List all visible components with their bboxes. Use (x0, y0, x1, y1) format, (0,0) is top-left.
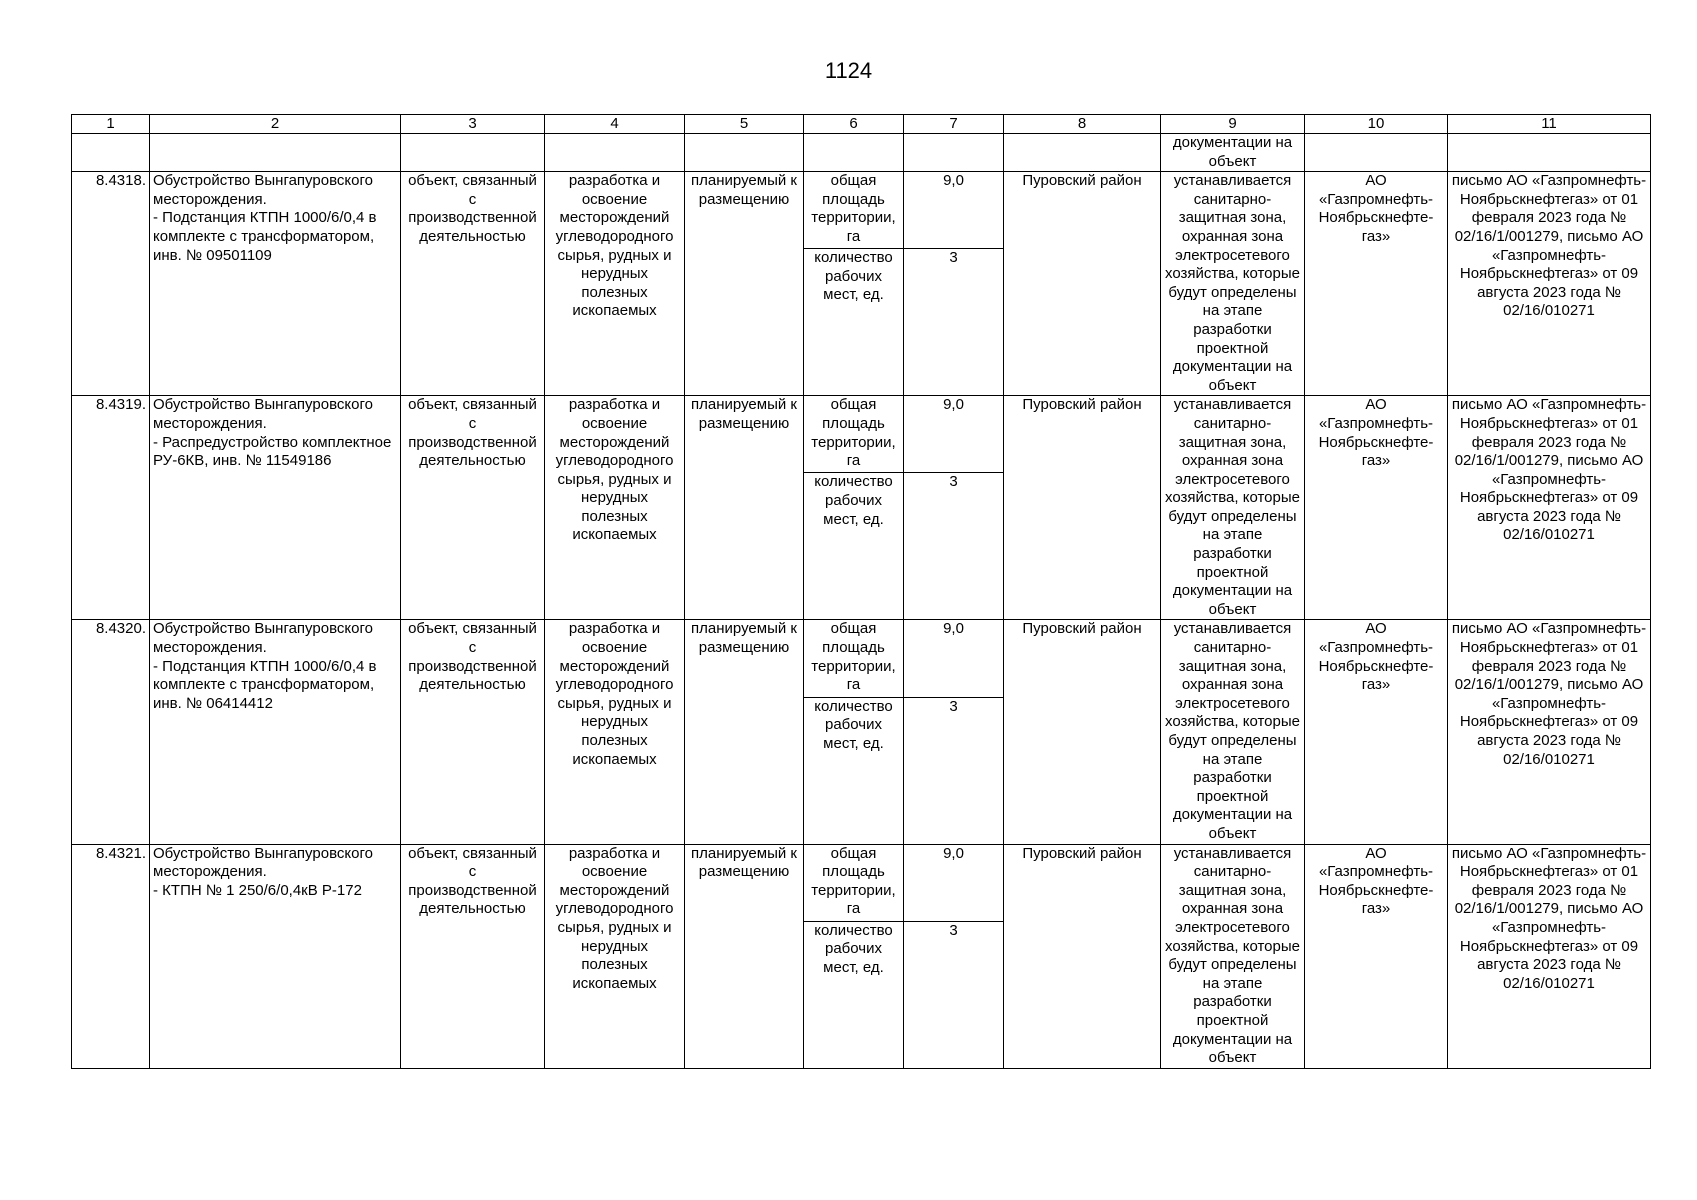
column-header: 7 (904, 115, 1004, 134)
column-header: 10 (1305, 115, 1448, 134)
cell-param-jobs-value: 3 (904, 921, 1004, 1068)
cell-zone: устанавливается санитарно-защитная зона, охранная зона электросетевого хозяйства, которые будут определены на этапе разработки проектной документации на объект (1161, 620, 1305, 844)
cell-empty (545, 134, 685, 172)
cell-param-jobs-label: количество рабочих мест, ед. (804, 249, 904, 396)
table-row (72, 172, 1651, 249)
cell-empty (72, 134, 150, 172)
cell-number: 8.4320. (72, 620, 150, 844)
cell-location: Пуровский район (1004, 396, 1161, 620)
cell-purpose: разработка и освоение месторождений углеводородного сырья, рудных и нерудных полезных ископаемых (545, 620, 685, 844)
cell-status: планируемый к размещению (685, 620, 804, 844)
cell-param-area-value: 9,0 (904, 396, 1004, 473)
table-row (72, 396, 1651, 473)
table-row (72, 844, 1651, 921)
cell-object-type: объект, связанный с производственной деятельностью (401, 844, 545, 1068)
cell-location: Пуровский район (1004, 844, 1161, 1068)
cell-empty (401, 134, 545, 172)
column-header: 6 (804, 115, 904, 134)
cell-zone: устанавливается санитарно-защитная зона, охранная зона электросетевого хозяйства, которые будут определены на этапе разработки проектной документации на объект (1161, 396, 1305, 620)
cell-owner: АО «Газпромнефть-Ноябрьскнефте-газ» (1305, 844, 1448, 1068)
header-row (72, 115, 1651, 134)
cell-basis: письмо АО «Газпромнефть-Ноябрьскнефтегаз» от 01 февраля 2023 года № 02/16/1/001279, письмо АО «Газпромнефть-Ноябрьскнефтегаз» от 09 августа 2023 года № 02/16/010271 (1448, 396, 1651, 620)
cell-status: планируемый к размещению (685, 844, 804, 1068)
cell-object-name: Обустройство Вынгапуровского месторождения. - Подстанция КТПН 1000/6/0,4 в комплекте с трансформатором, инв. № 06414412 (150, 620, 401, 844)
column-header: 5 (685, 115, 804, 134)
cell-empty (150, 134, 401, 172)
cell-basis: письмо АО «Газпромнефть-Ноябрьскнефтегаз» от 01 февраля 2023 года № 02/16/1/001279, письмо АО «Газпромнефть-Ноябрьскнефтегаз» от 09 августа 2023 года № 02/16/010271 (1448, 172, 1651, 396)
cell-param-jobs-label: количество рабочих мест, ед. (804, 473, 904, 620)
cell-owner: АО «Газпромнефть-Ноябрьскнефте-газ» (1305, 396, 1448, 620)
column-header: 11 (1448, 115, 1651, 134)
cell-empty (1004, 134, 1161, 172)
cell-zone: устанавливается санитарно-защитная зона, охранная зона электросетевого хозяйства, которые будут определены на этапе разработки проектной документации на объект (1161, 844, 1305, 1068)
column-header: 8 (1004, 115, 1161, 134)
continuation-row (72, 134, 1651, 172)
column-header: 3 (401, 115, 545, 134)
column-header: 9 (1161, 115, 1305, 134)
cell-object-name: Обустройство Вынгапуровского месторождения. - Распредустройство комплектное РУ-6КВ, инв. № 11549186 (150, 396, 401, 620)
cell-zone: устанавливается санитарно-защитная зона, охранная зона электросетевого хозяйства, которые будут определены на этапе разработки проектной документации на объект (1161, 172, 1305, 396)
cell-param-area-label: общая площадь территории, га (804, 396, 904, 473)
cell-number: 8.4318. (72, 172, 150, 396)
cell-owner: АО «Газпромнефть-Ноябрьскнефте-газ» (1305, 172, 1448, 396)
cell-param-area-value: 9,0 (904, 844, 1004, 921)
cell-status: планируемый к размещению (685, 396, 804, 620)
cell-param-jobs-value: 3 (904, 473, 1004, 620)
cell-object-type: объект, связанный с производственной деятельностью (401, 172, 545, 396)
registry-table (71, 114, 1651, 1069)
cell-location: Пуровский район (1004, 172, 1161, 396)
cell-zone-continuation: документации на объект (1161, 134, 1305, 172)
cell-purpose: разработка и освоение месторождений углеводородного сырья, рудных и нерудных полезных ископаемых (545, 396, 685, 620)
cell-empty (804, 134, 904, 172)
cell-empty (685, 134, 804, 172)
column-header: 2 (150, 115, 401, 134)
cell-status: планируемый к размещению (685, 172, 804, 396)
cell-number: 8.4321. (72, 844, 150, 1068)
cell-param-area-value: 9,0 (904, 172, 1004, 249)
cell-basis: письмо АО «Газпромнефть-Ноябрьскнефтегаз» от 01 февраля 2023 года № 02/16/1/001279, письмо АО «Газпромнефть-Ноябрьскнефтегаз» от 09 августа 2023 года № 02/16/010271 (1448, 620, 1651, 844)
cell-purpose: разработка и освоение месторождений углеводородного сырья, рудных и нерудных полезных ископаемых (545, 172, 685, 396)
page-number: 1124 (824, 58, 873, 83)
cell-empty (1448, 134, 1651, 172)
cell-number: 8.4319. (72, 396, 150, 620)
cell-owner: АО «Газпромнефть-Ноябрьскнефте-газ» (1305, 620, 1448, 844)
cell-param-area-value: 9,0 (904, 620, 1004, 697)
cell-object-name: Обустройство Вынгапуровского месторождения. - КТПН № 1 250/6/0,4кВ Р-172 (150, 844, 401, 1068)
cell-object-type: объект, связанный с производственной деятельностью (401, 620, 545, 844)
cell-basis: письмо АО «Газпромнефть-Ноябрьскнефтегаз» от 01 февраля 2023 года № 02/16/1/001279, письмо АО «Газпромнефть-Ноябрьскнефтегаз» от 09 августа 2023 года № 02/16/010271 (1448, 844, 1651, 1068)
cell-param-jobs-label: количество рабочих мест, ед. (804, 921, 904, 1068)
cell-param-jobs-label: количество рабочих мест, ед. (804, 697, 904, 844)
cell-purpose: разработка и освоение месторождений углеводородного сырья, рудных и нерудных полезных ископаемых (545, 844, 685, 1068)
cell-location: Пуровский район (1004, 620, 1161, 844)
cell-object-type: объект, связанный с производственной деятельностью (401, 396, 545, 620)
column-header: 1 (72, 115, 150, 134)
cell-param-area-label: общая площадь территории, га (804, 172, 904, 249)
column-header: 4 (545, 115, 685, 134)
cell-empty (904, 134, 1004, 172)
cell-param-area-label: общая площадь территории, га (804, 620, 904, 697)
cell-param-jobs-value: 3 (904, 697, 1004, 844)
cell-param-jobs-value: 3 (904, 249, 1004, 396)
table-row (72, 620, 1651, 697)
cell-object-name: Обустройство Вынгапуровского месторождения. - Подстанция КТПН 1000/6/0,4 в комплекте с трансформатором, инв. № 09501109 (150, 172, 401, 396)
cell-empty (1305, 134, 1448, 172)
cell-param-area-label: общая площадь территории, га (804, 844, 904, 921)
